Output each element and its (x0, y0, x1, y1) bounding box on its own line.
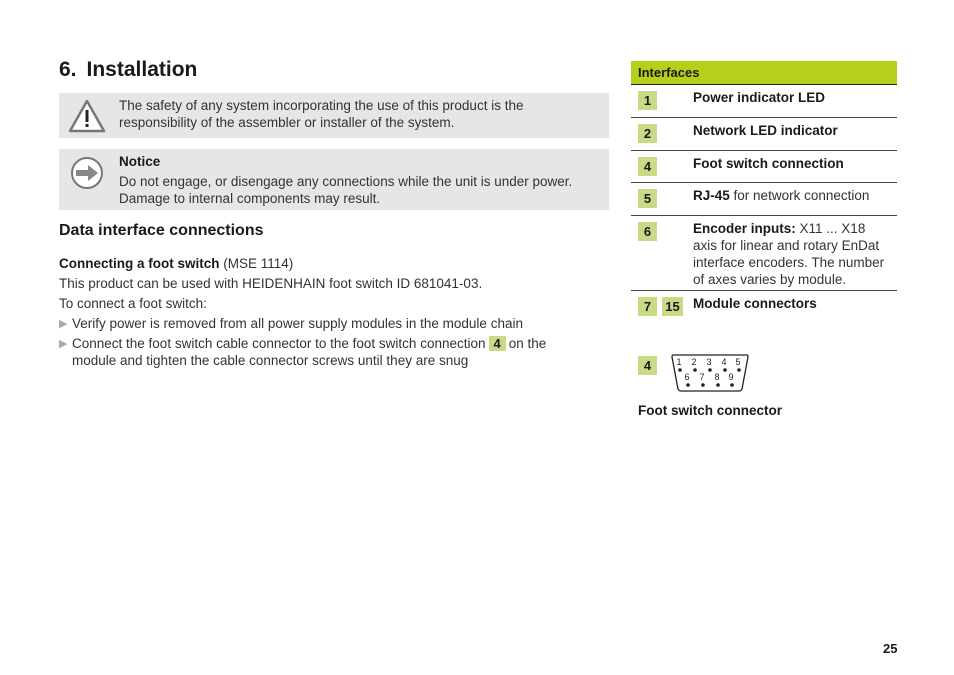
list-item (59, 315, 579, 332)
interface-desc: X11 ... X18 axis for linear and rotary EnDat interface encoders. The number of axes varies by module. (693, 221, 885, 287)
interface-name: RJ-45 (693, 188, 730, 203)
interface-row (631, 216, 897, 291)
pin-dot (701, 383, 705, 387)
notice-heading: Notice (119, 154, 161, 169)
pin-label: 8 (714, 372, 720, 382)
step-1-text: Verify power is removed from all power supply modules in the module chain (72, 316, 523, 331)
interface-name: Module connectors (693, 296, 817, 311)
pin-label: 4 (721, 357, 727, 367)
interface-name: Network LED indicator (693, 123, 838, 138)
pin-dot (730, 383, 734, 387)
connector-badge: 4 (638, 356, 657, 375)
chapter-title: Installation (86, 58, 198, 81)
interface-name: Power indicator LED (693, 90, 826, 105)
interfaces-panel (631, 61, 897, 321)
interface-row (631, 118, 897, 151)
bullet-triangle-icon: ▶ (59, 318, 68, 330)
interface-row (631, 291, 897, 321)
notice-box (59, 149, 609, 210)
interface-badge: 15 (662, 297, 683, 316)
pin-dot (686, 383, 690, 387)
warning-box (59, 93, 609, 138)
paragraph-2: To connect a foot switch: (59, 296, 207, 311)
interface-desc: for network connection (733, 188, 870, 203)
interface-badge: 5 (638, 189, 657, 208)
pin-dot (716, 383, 720, 387)
interface-row (631, 85, 897, 118)
interface-row (631, 183, 897, 216)
chapter-number: 6. (59, 58, 77, 81)
pin-label: 5 (735, 357, 741, 367)
pin-label: 1 (676, 357, 682, 367)
paragraph-1: This product can be used with HEIDENHAIN foot switch ID 681041-03. (59, 276, 483, 291)
db9-connector-diagram (670, 353, 750, 393)
step-2-text-after: on the module and tighten the cable connector screws until they are snug (72, 336, 547, 368)
pin-label: 9 (728, 372, 734, 382)
pin-label: 3 (706, 357, 712, 367)
subheading-rest: (MSE 1114) (223, 256, 294, 271)
notice-text: Do not engage, or disengage any connections while the unit is under power. Damage to internal components may result. (119, 174, 573, 206)
interface-badge: 6 (638, 222, 657, 241)
warning-triangle-icon (67, 98, 107, 139)
subheading-bold: Connecting a foot switch (59, 256, 220, 271)
pin-label: 7 (699, 372, 705, 382)
section-heading: Data interface connections (59, 222, 264, 239)
interface-badge: 2 (638, 124, 657, 143)
pin-dot (723, 368, 727, 372)
step-2-text-before: Connect the foot switch cable connector to the foot switch connection (72, 336, 486, 351)
interface-name: Foot switch connection (693, 156, 844, 171)
bullet-triangle-icon: ▶ (59, 338, 68, 350)
pin-dot (693, 368, 697, 372)
list-item (59, 335, 579, 369)
connection-badge: 4 (489, 336, 506, 351)
pin-dot (708, 368, 712, 372)
warning-text: The safety of any system incorporating the use of this product is the responsibility of the assembler or installer of the system. (119, 98, 524, 130)
interface-name: Encoder inputs: (693, 221, 796, 236)
subheading (59, 255, 579, 272)
page-title (59, 58, 197, 82)
pin-dot (678, 368, 682, 372)
pin-dot (737, 368, 741, 372)
interface-badge: 4 (638, 157, 657, 176)
interfaces-header: Interfaces (631, 61, 897, 85)
connector-caption: Foot switch connector (638, 403, 783, 418)
arrow-right-circle-icon (67, 156, 107, 195)
interface-badge: 1 (638, 91, 657, 110)
page-number: 25 (883, 641, 898, 656)
interface-row (631, 151, 897, 183)
pin-label: 6 (684, 372, 690, 382)
pin-label: 2 (691, 357, 697, 367)
interface-badge: 7 (638, 297, 657, 316)
